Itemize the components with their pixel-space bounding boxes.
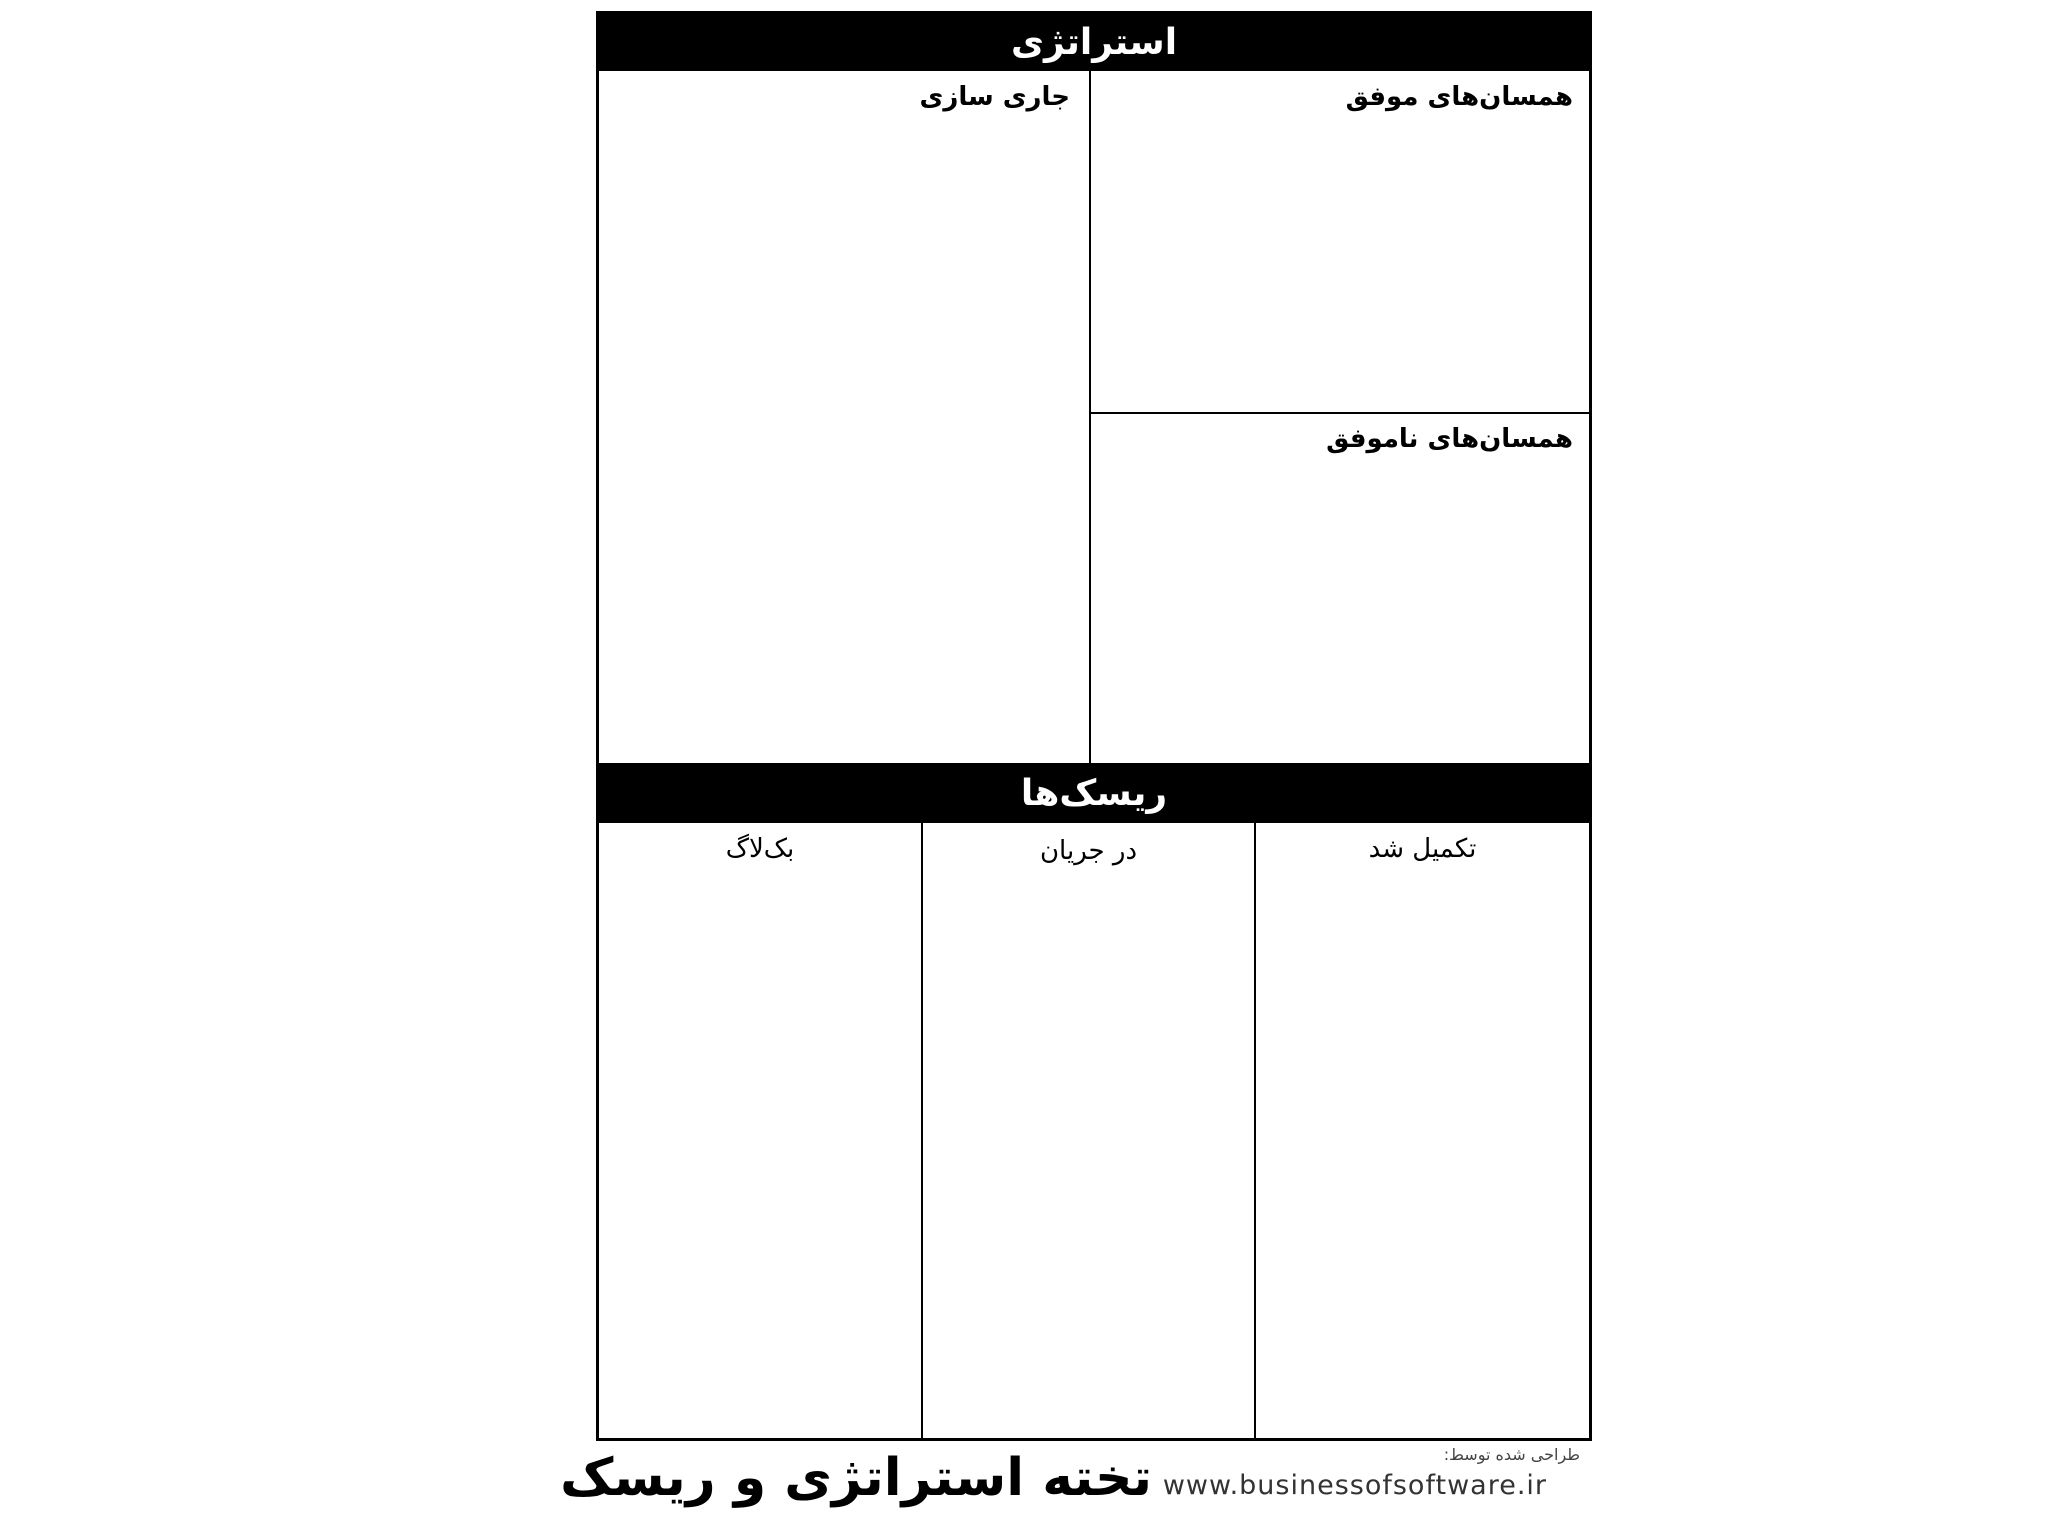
strategy-risk-board	[596, 11, 1592, 1441]
board-title: تخته استراتژی و ریسک	[560, 1448, 1152, 1508]
cell-label-implementation: جاری سازی	[919, 82, 1070, 112]
cell-label-successful-peers: همسان‌های موفق	[1345, 82, 1573, 112]
risks-divider-left	[921, 823, 923, 1438]
strategy-vertical-divider	[1089, 71, 1091, 763]
website-url: www.businessofsoftware.ir	[1162, 1470, 1547, 1501]
cell-label-unsuccessful-peers: همسان‌های ناموفق	[1326, 424, 1573, 454]
risks-header	[599, 763, 1589, 823]
cell-label-backlog: بک‌لاگ	[725, 834, 795, 864]
strategy-header	[599, 14, 1589, 71]
cell-label-in-progress: در جریان	[1039, 836, 1138, 866]
cell-label-done: تکمیل شد	[1368, 834, 1477, 864]
designer-credit-label: طراحی شده توسط:	[1443, 1445, 1580, 1464]
risks-header-label: ریسک‌ها	[1020, 772, 1168, 814]
risks-divider-right	[1254, 823, 1256, 1438]
peers-horizontal-divider	[1090, 412, 1589, 414]
strategy-header-label: استراتژی	[1010, 22, 1178, 63]
